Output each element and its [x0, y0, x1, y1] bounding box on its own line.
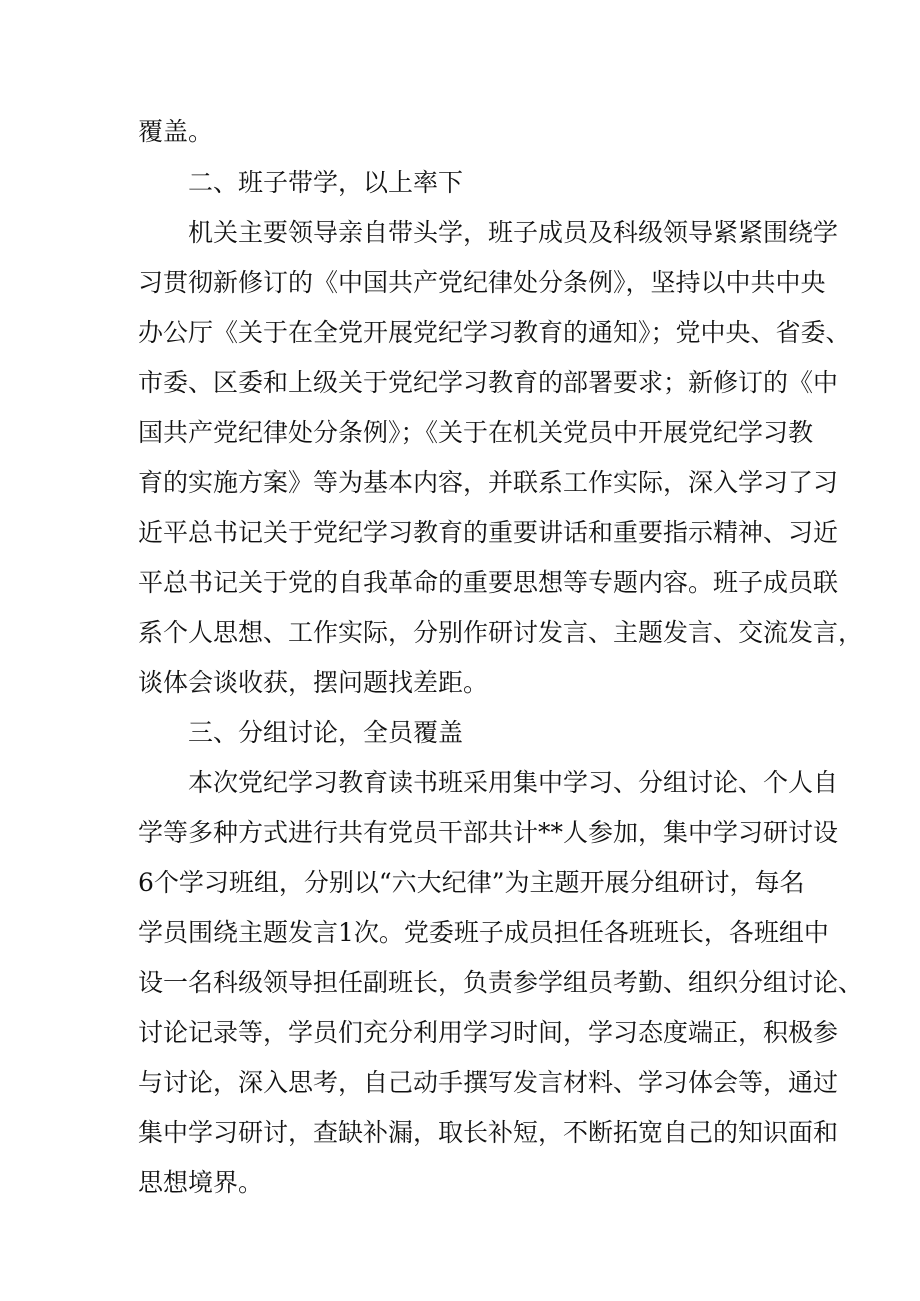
paragraph-line: 6个学习班组，分别以“六大纪律”为主题开展分组研讨，每名 — [138, 868, 805, 897]
paragraph-ending-line: 覆盖。 — [138, 117, 214, 146]
paragraph-line: 设一名科级领导担任副班长，负责参学组员考勤、组织分组讨论、 — [138, 968, 864, 997]
paragraph-line: 机关主要领导亲自带头学，班子成员及科级领导紧紧围绕学 — [188, 218, 839, 247]
paragraph-line: 办公厅《关于在全党开展党纪学习教育的通知》；党中央、省委、 — [138, 318, 851, 347]
paragraph-line: 育的实施方案》等为基本内容，并联系工作实际，深入学习了习 — [138, 468, 839, 497]
paragraph-line: 谈体会谈收获，摆问题找差距。 — [138, 668, 489, 697]
paragraph-line: 学员围绕主题发言1次。党委班子成员担任各班班长，各班组中 — [138, 918, 829, 947]
paragraph-line: 市委、区委和上级关于党纪学习教育的部署要求；新修订的《中 — [138, 368, 839, 397]
paragraph-line: 平总书记关于党的自我革命的重要思想等专题内容。班子成员联 — [138, 568, 839, 597]
section-heading-2: 二、班子带学，以上率下 — [188, 168, 464, 197]
paragraph-line: 本次党纪学习教育读书班采用集中学习、分组讨论、个人自 — [188, 768, 839, 797]
paragraph-line: 近平总书记关于党纪学习教育的重要讲话和重要指示精神、习近 — [138, 518, 839, 547]
paragraph-line: 学等多种方式进行共有党员干部共计**人参加，集中学习研讨设 — [138, 818, 839, 847]
paragraph-line: 思想境界。 — [138, 1168, 264, 1197]
paragraph-line: 国共产党纪律处分条例》；《关于在机关党员中开展党纪学习教 — [138, 418, 814, 447]
paragraph-line: 讨论记录等，学员们充分利用学习时间，学习态度端正，积极参 — [138, 1018, 839, 1047]
paragraph-line: 与讨论，深入思考，自己动手撰写发言材料、学习体会等，通过 — [138, 1068, 839, 1097]
paragraph-line: 系个人思想、工作实际，分别作研讨发言、主题发言、交流发言， — [138, 618, 864, 647]
paragraph-line: 集中学习研讨，查缺补漏，取长补短，不断拓宽自己的知识面和 — [138, 1118, 839, 1147]
paragraph-line: 习贯彻新修订的《中国共产党纪律处分条例》，坚持以中共中央 — [138, 268, 826, 297]
section-heading-3: 三、分组讨论，全员覆盖 — [188, 718, 464, 747]
